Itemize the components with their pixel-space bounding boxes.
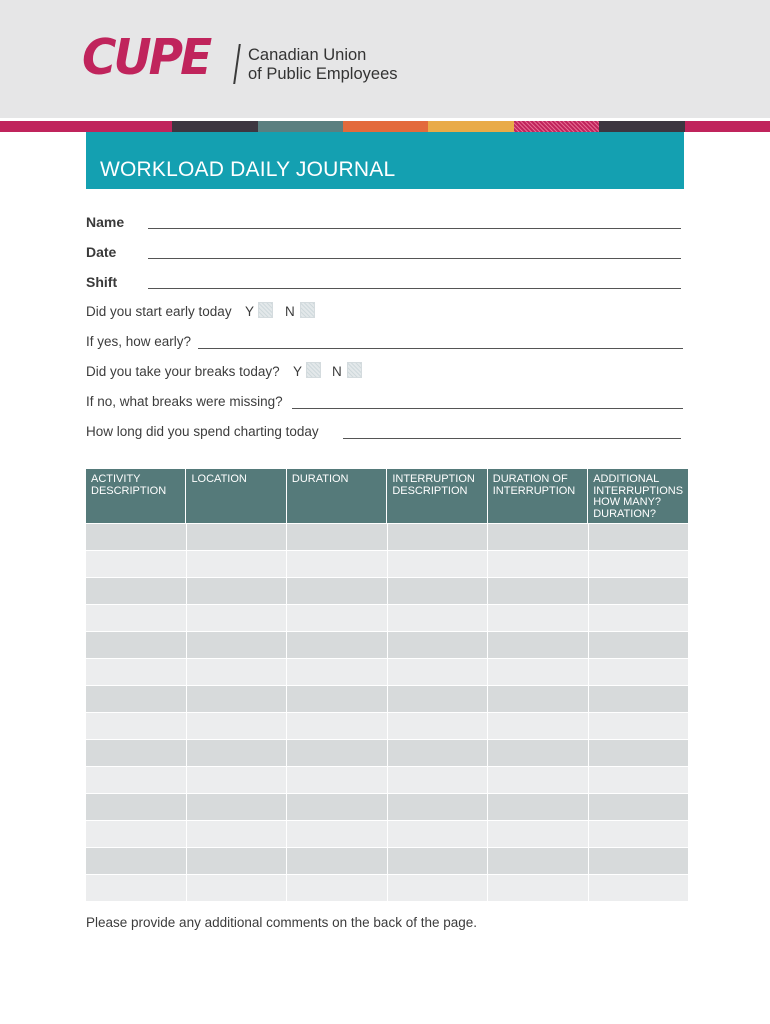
cupe-logo-wordmark: CUPE [82, 28, 210, 87]
table-cell[interactable] [287, 578, 387, 604]
table-cell[interactable] [187, 659, 287, 685]
table-cell[interactable] [589, 794, 689, 820]
table-cell[interactable] [287, 767, 387, 793]
table-cell[interactable] [589, 605, 689, 631]
table-cell[interactable] [488, 524, 588, 550]
table-row [86, 685, 688, 712]
table-cell[interactable] [589, 740, 689, 766]
how-early-field[interactable] [198, 348, 683, 349]
stripe-segment [599, 121, 685, 132]
header-location: LOCATION [186, 469, 285, 523]
start-early-yes-label: Y [245, 304, 255, 319]
breaks-yes-label: Y [293, 364, 303, 379]
table-row [86, 577, 688, 604]
table-cell[interactable] [187, 632, 287, 658]
table-cell[interactable] [287, 551, 387, 577]
table-cell[interactable] [86, 875, 186, 901]
table-cell[interactable] [388, 875, 488, 901]
table-cell[interactable] [488, 578, 588, 604]
table-cell[interactable] [589, 767, 689, 793]
breaks-question: Did you take your breaks today? [86, 364, 280, 379]
header-banner [0, 0, 770, 118]
table-cell[interactable] [187, 713, 287, 739]
shift-field[interactable] [148, 288, 681, 289]
table-header-row [86, 469, 688, 523]
table-row [86, 604, 688, 631]
table-cell[interactable] [86, 605, 186, 631]
table-row [86, 631, 688, 658]
table-row [86, 658, 688, 685]
table-cell[interactable] [287, 848, 387, 874]
table-cell[interactable] [287, 605, 387, 631]
table-cell[interactable] [86, 740, 186, 766]
table-cell[interactable] [86, 713, 186, 739]
table-cell[interactable] [488, 767, 588, 793]
table-cell[interactable] [488, 659, 588, 685]
table-cell[interactable] [488, 686, 588, 712]
table-cell[interactable] [488, 875, 588, 901]
table-cell[interactable] [187, 875, 287, 901]
stripe-segment [343, 121, 428, 132]
table-cell[interactable] [388, 767, 488, 793]
breaks-yes-checkbox[interactable] [306, 362, 321, 378]
header-duration-of-interruption: DURATION OF INTERRUPTION [488, 469, 587, 523]
breaks-no-checkbox[interactable] [347, 362, 362, 378]
table-cell[interactable] [388, 794, 488, 820]
table-cell[interactable] [187, 551, 287, 577]
table-row [86, 766, 688, 793]
page-title: WORKLOAD DAILY JOURNAL [100, 158, 396, 181]
table-cell[interactable] [589, 659, 689, 685]
table-body [86, 523, 688, 901]
date-field[interactable] [148, 258, 681, 259]
cupe-logo-name [248, 46, 398, 84]
table-cell[interactable] [86, 848, 186, 874]
table-cell[interactable] [589, 848, 689, 874]
table-cell[interactable] [388, 686, 488, 712]
table-row [86, 550, 688, 577]
missing-breaks-field[interactable] [292, 408, 683, 409]
table-cell[interactable] [488, 605, 588, 631]
charting-question: How long did you spend charting today [86, 424, 319, 439]
table-cell[interactable] [589, 632, 689, 658]
name-label: Name [86, 214, 125, 230]
charting-field[interactable] [343, 438, 681, 439]
table-cell[interactable] [589, 524, 689, 550]
table-cell[interactable] [187, 848, 287, 874]
table-cell[interactable] [187, 686, 287, 712]
table-cell[interactable] [187, 740, 287, 766]
stripe-segment [86, 121, 172, 132]
table-cell[interactable] [488, 740, 588, 766]
table-cell[interactable] [86, 578, 186, 604]
table-cell[interactable] [388, 659, 488, 685]
table-cell[interactable] [86, 794, 186, 820]
table-cell[interactable] [287, 632, 387, 658]
table-cell[interactable] [488, 848, 588, 874]
table-cell[interactable] [388, 848, 488, 874]
table-cell[interactable] [488, 632, 588, 658]
table-cell[interactable] [187, 605, 287, 631]
table-row [86, 523, 688, 550]
table-cell[interactable] [287, 659, 387, 685]
logo-name-line1: Canadian Union [248, 46, 367, 64]
stripe-segment [0, 121, 86, 132]
start-early-no-checkbox[interactable] [300, 302, 315, 318]
breaks-no-label: N [332, 364, 342, 379]
logo-name-line2: of Public Employees [248, 65, 398, 83]
footer-note: Please provide any additional comments on the back of the page. [86, 915, 477, 930]
table-row [86, 820, 688, 847]
table-cell[interactable] [86, 524, 186, 550]
table-row [86, 712, 688, 739]
journal-table [86, 469, 688, 901]
stripe-segment [258, 121, 343, 132]
header-duration: DURATION [287, 469, 386, 523]
table-row [86, 739, 688, 766]
table-cell[interactable] [388, 551, 488, 577]
table-cell[interactable] [488, 551, 588, 577]
table-cell[interactable] [589, 821, 689, 847]
table-cell[interactable] [589, 578, 689, 604]
table-cell[interactable] [388, 632, 488, 658]
table-cell[interactable] [488, 821, 588, 847]
table-cell[interactable] [86, 767, 186, 793]
start-early-question: Did you start early today [86, 304, 232, 319]
table-row [86, 874, 688, 901]
table-cell[interactable] [388, 740, 488, 766]
table-cell[interactable] [388, 605, 488, 631]
table-cell[interactable] [287, 875, 387, 901]
table-cell[interactable] [589, 875, 689, 901]
table-cell[interactable] [287, 686, 387, 712]
table-cell[interactable] [287, 740, 387, 766]
table-cell[interactable] [86, 551, 186, 577]
table-cell[interactable] [287, 713, 387, 739]
stripe-segment [514, 121, 599, 132]
stripe-segment [428, 121, 514, 132]
table-row [86, 793, 688, 820]
table-cell[interactable] [86, 632, 186, 658]
table-cell[interactable] [388, 524, 488, 550]
table-cell[interactable] [488, 794, 588, 820]
table-cell[interactable] [187, 524, 287, 550]
start-early-no-label: N [285, 304, 295, 319]
date-label: Date [86, 244, 117, 260]
start-early-yes-checkbox[interactable] [258, 302, 273, 318]
table-cell[interactable] [287, 524, 387, 550]
header-activity-description: ACTIVITY DESCRIPTION [86, 469, 185, 523]
stripe-segment [172, 121, 258, 132]
header-additional-interruptions: ADDITIONAL INTERRUPTIONS HOW MANY? DURATION? [588, 469, 688, 523]
table-cell[interactable] [388, 713, 488, 739]
how-early-question: If yes, how early? [86, 334, 192, 349]
table-cell[interactable] [589, 551, 689, 577]
table-row [86, 847, 688, 874]
table-cell[interactable] [287, 794, 387, 820]
table-cell[interactable] [86, 659, 186, 685]
table-cell[interactable] [287, 821, 387, 847]
logo-divider [233, 44, 241, 84]
table-cell[interactable] [86, 686, 186, 712]
stripe-segment [685, 121, 770, 132]
name-field[interactable] [148, 228, 681, 229]
header-interruption-description: INTERRUPTION DESCRIPTION [387, 469, 486, 523]
table-cell[interactable] [187, 794, 287, 820]
missing-breaks-question: If no, what breaks were missing? [86, 394, 283, 409]
table-cell[interactable] [589, 713, 689, 739]
table-cell[interactable] [187, 767, 287, 793]
table-cell[interactable] [86, 821, 186, 847]
table-cell[interactable] [187, 821, 287, 847]
table-cell[interactable] [589, 686, 689, 712]
table-cell[interactable] [488, 713, 588, 739]
shift-label: Shift [86, 274, 118, 290]
table-cell[interactable] [187, 578, 287, 604]
table-cell[interactable] [388, 821, 488, 847]
table-cell[interactable] [388, 578, 488, 604]
